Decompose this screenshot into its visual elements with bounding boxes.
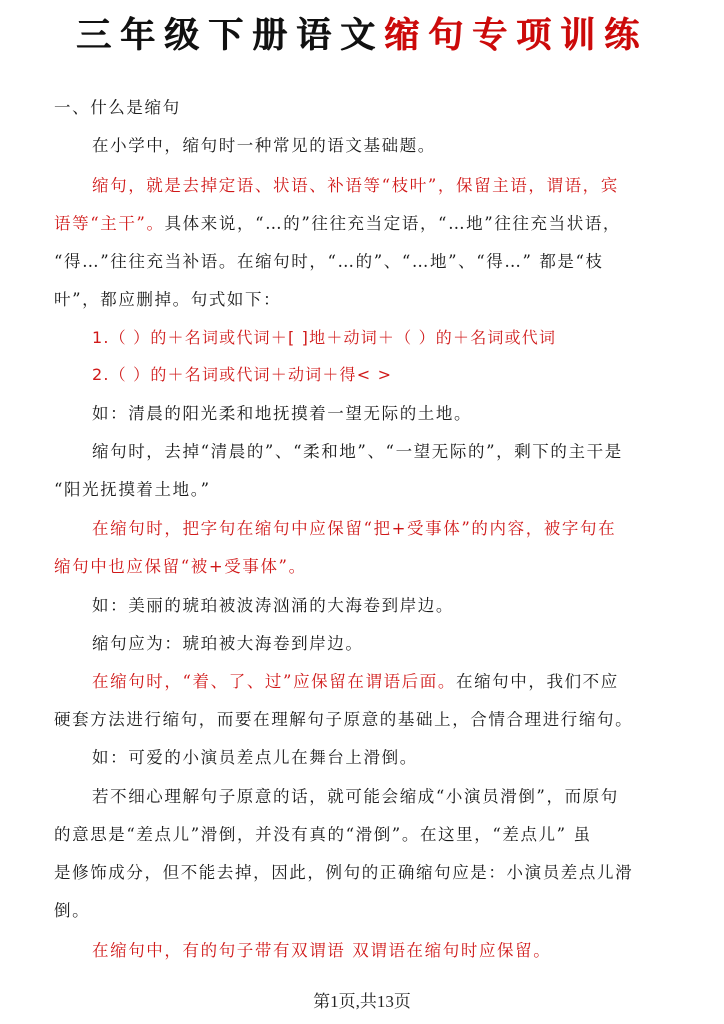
title-topic: 缩句专项训练 xyxy=(384,16,649,56)
intro-paragraph: 在小学中，缩句时一种常见的语文基础题。 xyxy=(92,136,436,155)
document-title xyxy=(0,8,724,64)
formula-2: 2.（ ）的＋名词或代词＋动词＋得< > xyxy=(92,365,393,384)
example-1-explain-line-1: 缩句时，去掉“清晨的”、“柔和地”、“一望无际的”，剩下的主干是 xyxy=(92,442,623,461)
example-2-sentence: 如：美丽的琥珀被波涛汹涌的大海卷到岸边。 xyxy=(92,596,454,615)
definition-line-4: 叶”，都应删掉。句式如下： xyxy=(54,290,282,309)
page-number: 第1页,共13页 xyxy=(313,992,411,1011)
section-heading: 一、什么是缩句 xyxy=(54,98,181,117)
example-3-sentence: 如：可爱的小演员差点儿在舞台上滑倒。 xyxy=(92,748,418,767)
title-grade-subject: 三年级下册语文 xyxy=(75,16,384,56)
definition-line-2 xyxy=(54,206,621,242)
formula-1: 1.（ ）的＋名词或代词＋[ ]地＋动词＋（ ）的＋名词或代词 xyxy=(92,328,557,347)
definition-line-1: 缩句，就是去掉定语、状语、补语等“枝叶”，保留主语，谓语，宾 xyxy=(92,176,619,195)
definition-line-2-red: 语等“主干”。 xyxy=(54,214,165,233)
rule-ba-bei-line-2: 缩句中也应保留“被+受事体”。 xyxy=(54,557,307,576)
example-2-answer: 缩句应为：琥珀被大海卷到岸边。 xyxy=(92,634,364,653)
rule-zhe-le-guo-line-1 xyxy=(92,664,619,700)
example-3-explain-line-2: 的意思是“差点儿”滑倒，并没有真的“滑倒”。在这里，“差点儿” 虽 xyxy=(54,825,592,844)
rule-ba-bei-line-1: 在缩句时，把字句在缩句中应保留“把+受事体”的内容，被字句在 xyxy=(92,519,617,538)
rule-zhe-le-guo-black: 在缩句中，我们不应 xyxy=(455,672,619,691)
example-3-explain-line-1: 若不细心理解句子原意的话，就可能会缩成“小演员滑倒”，而原句 xyxy=(92,787,619,806)
example-3-explain-line-3: 是修饰成分，但不能去掉，因此，例句的正确缩句应是：小演员差点儿滑 xyxy=(54,863,634,882)
rule-zhe-le-guo-red: 在缩句时，“着、了、过”应保留在谓语后面。 xyxy=(92,672,456,691)
example-1-sentence: 如：清晨的阳光柔和地抚摸着一望无际的土地。 xyxy=(92,404,473,423)
example-3-explain-line-4: 倒。 xyxy=(54,901,91,920)
definition-line-2-black: 具体来说，“…的”往往充当定语，“…地”往往充当状语， xyxy=(164,214,622,233)
example-1-explain-line-2: “阳光抚摸着土地。” xyxy=(54,480,211,499)
rule-zhe-le-guo-line-2: 硬套方法进行缩句，而要在理解句子原意的基础上，合情合理进行缩句。 xyxy=(54,710,634,729)
definition-line-3: “得…”往往充当补语。在缩句时，“…的”、“…地”、“得…” 都是“枝 xyxy=(54,252,604,271)
rule-double-predicate: 在缩句中，有的句子带有双谓语 双谓语在缩句时应保留。 xyxy=(92,941,552,960)
